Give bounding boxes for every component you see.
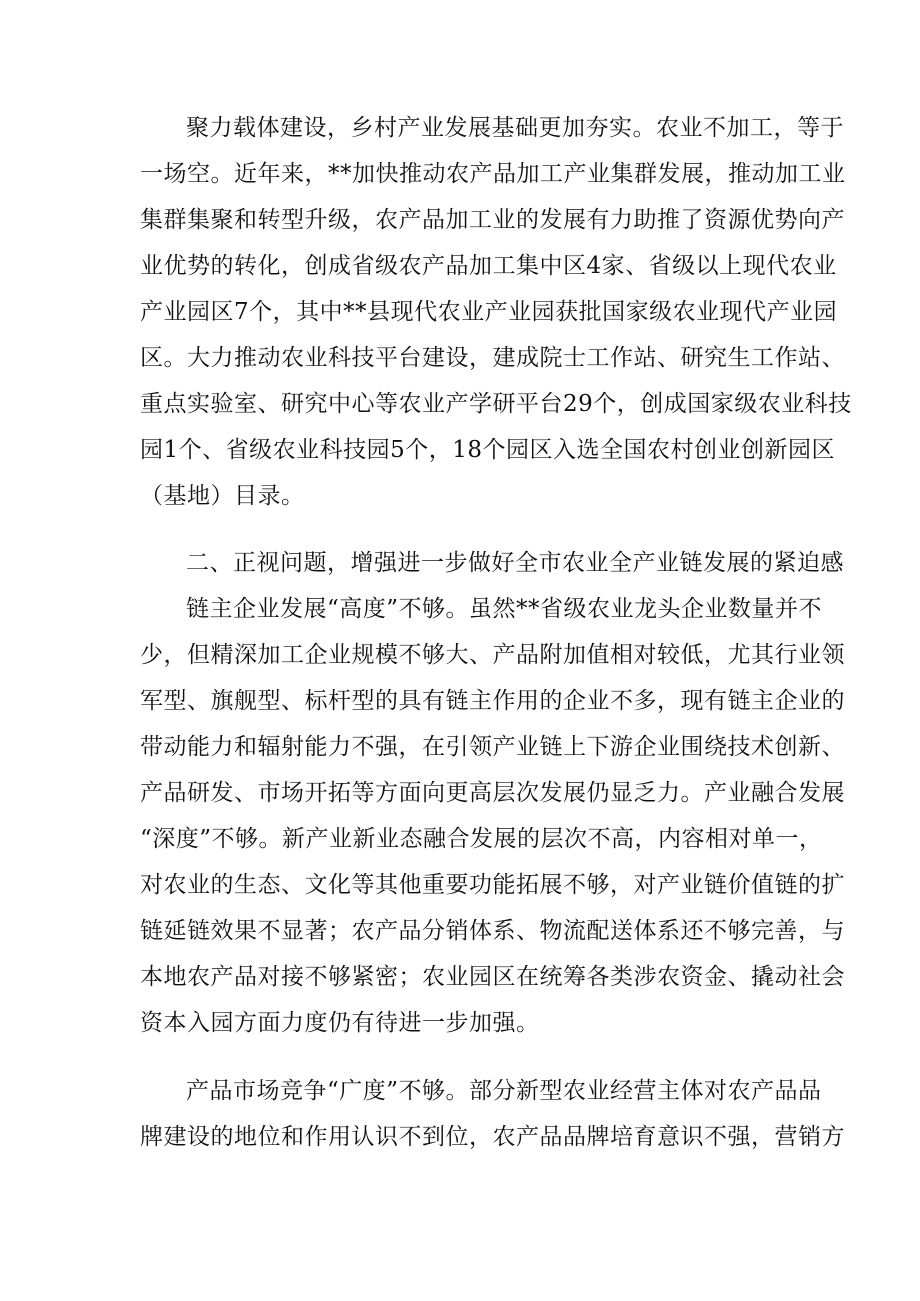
text-line: 资本入园方面力度仍有待进一步加强。 [140, 1010, 540, 1036]
text-line: 链主企业发展“高度”不够。虽然**省级农业龙头企业数量并不 [186, 596, 823, 622]
text-line: 一场空。近年来，**加快推动农产品加工产业集群发展，推动加工业 [140, 161, 846, 187]
text-line: 带动能力和辐射能力不强，在引领产业链上下游企业围绕技术创新、 [140, 734, 845, 760]
text-line: 产业园区7个，其中**县现代农业产业园获批国家级农业现代产业园 [140, 299, 838, 325]
text-line: 产品研发、市场开拓等方面向更高层次发展仍显乏力。产业融合发展 [140, 780, 845, 806]
text-line: 少，但精深加工企业规模不够大、产品附加值相对较低，尤其行业领 [140, 642, 845, 668]
text-line: 区。大力推动农业科技平台建设，建成院士工作站、研究生工作站、 [140, 345, 845, 371]
text-line: “深度”不够。新产业新业态融合发展的层次不高，内容相对单一， [140, 826, 823, 852]
text-line: 重点实验室、研究中心等农业产学研平台29个，创成国家级农业科技 [140, 391, 852, 417]
heading-text: 二、正视问题，增强进一步做好全市农业全产业链发展的紧迫感 [186, 550, 844, 576]
text-line: 园1个、省级农业科技园5个，18个园区入选全国农村创业创新园区 [140, 437, 836, 463]
text-line: 产品市场竞争“广度”不够。部分新型农业经营主体对农产品品 [186, 1078, 822, 1104]
text-line: 军型、旗舰型、标杆型的具有链主作用的企业不多，现有链主企业的 [140, 688, 845, 714]
text-line: 集群集聚和转型升级，农产品加工业的发展有力助推了资源优势向产 [140, 207, 845, 233]
text-line: 牌建设的地位和作用认识不到位，农产品品牌培育意识不强，营销方 [140, 1124, 845, 1150]
text-line: 本地农产品对接不够紧密；农业园区在统筹各类涉农资金、撬动社会 [140, 964, 845, 990]
text-line: 链延链效果不显著；农产品分销体系、物流配送体系还不够完善，与 [140, 918, 845, 944]
text-line: 对农业的生态、文化等其他重要功能拓展不够，对产业链价值链的扩 [140, 872, 845, 898]
text-line: （基地）目录。 [140, 483, 305, 509]
text-line: 聚力载体建设，乡村产业发展基础更加夯实。农业不加工，等于 [186, 115, 844, 141]
text-line: 业优势的转化，创成省级农产品加工集中区4家、省级以上现代农业 [140, 253, 837, 279]
